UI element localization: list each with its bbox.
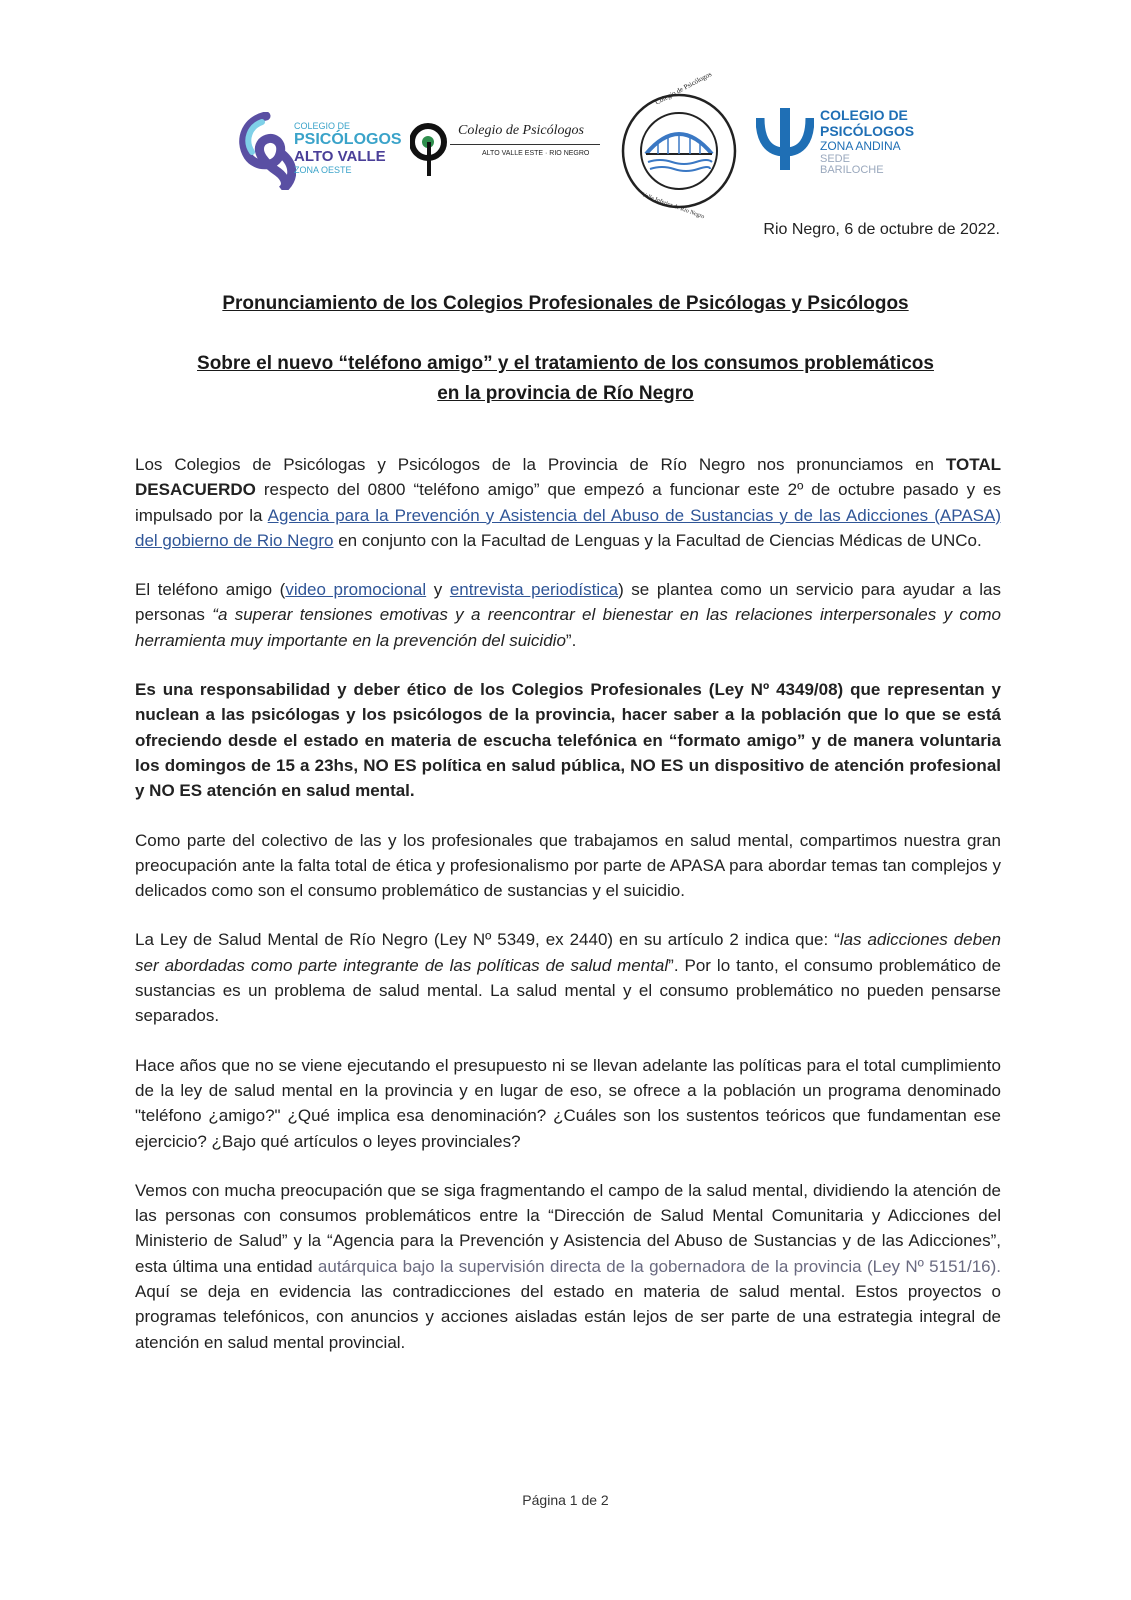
document-subtitle xyxy=(0,349,1131,409)
logo-colegio-valle-inferior xyxy=(620,70,738,221)
paragraph-6: Hace años que no se viene ejecutando el presupuesto ni se llevan adelante las políticas para el total cumplimiento de la ley de salud mental en la provincia y en lugar de eso, se ofrece a la población un programa denominado "teléfono ¿amigo?" ¿Qué implica esa denominación? ¿Cuáles son los sustentos teóricos que fundamentan ese ejercicio? ¿Bajo qué artículos o leyes provinciales? xyxy=(135,1055,1001,1151)
p3-bold-text: Es una responsabilidad y deber ético de los Colegios Profesionales (Ley Nº 4349/08) que representan y nuclean a las psicólogas y los psicólogos de la provincia, hacer saber a la población que lo que se está ofreciendo desde el estado en materia de escucha telefónica en “formato amigo” y de manera voluntaria los domingos de 15 a 23hs, NO ES política en salud pública, NO ES un dispositivo de atención profesional y NO ES atención en salud mental. xyxy=(135,680,1001,801)
logos-header xyxy=(0,70,1131,221)
logo-colegio-zona-andina xyxy=(756,102,916,182)
logo-colegio-alto-valle-este xyxy=(410,112,600,182)
p2-text-c: ) se plantea como un servicio para ayudar a las personas xyxy=(135,580,1001,625)
apasa-link[interactable]: Agencia para la Prevención y Asistencia del Abuso de Sustancias y de las Adicciones (APASA) del gobierno de Rio Negro xyxy=(135,505,1001,550)
page-number: Página 1 de 2 xyxy=(522,1492,609,1508)
logo4-line2: PSICÓLOGOS xyxy=(820,123,915,139)
p2-text-a: El teléfono amigo ( xyxy=(135,580,286,600)
document-title: Pronunciamiento de los Colegios Profesionales de Psicólogas y Psicólogos xyxy=(222,293,909,314)
logo4-line3: ZONA ANDINA xyxy=(820,139,901,153)
logo1-line4: ZONA OESTE xyxy=(294,165,352,175)
paragraph-3 xyxy=(135,677,1001,803)
logo3-bottom-text: Valle Inferior de Río Negro xyxy=(640,192,706,221)
video-promocional-link[interactable]: video promocional xyxy=(285,580,427,600)
logo2-divider xyxy=(450,144,600,145)
p1-text-c: respecto del 0800 “teléfono amigo” que empezó a funcionar este 2º de octubre pasado y es impulsado por la xyxy=(135,480,1001,525)
p2-text-d: ”. xyxy=(565,630,577,650)
subtitle-line1: Sobre el nuevo “teléfono amigo” y el tratamiento de los consumos problemáticos xyxy=(197,353,934,374)
paragraph-5 xyxy=(135,927,1001,1028)
swirl-icon xyxy=(236,112,296,190)
document-date: Rio Negro, 6 de octubre de 2022. xyxy=(763,221,1000,238)
p2-text-b: y xyxy=(426,580,450,600)
logo1-line2: PSICÓLOGOS xyxy=(294,131,402,148)
p1-bold: TOTAL DESACUERDO xyxy=(135,455,1001,500)
logo4-line1: COLEGIO DE xyxy=(820,107,908,123)
logo2-line1: Colegio de Psicólogos xyxy=(458,123,584,138)
psi-icon xyxy=(756,108,814,172)
p5-text-b: ”. Por lo tanto, el consumo problemático de sustancias es un problema de salud mental. La salud mental y el consumo problemático no pueden pensarse separados. xyxy=(135,955,1001,1026)
p7-text-b: Aquí se deja en evidencia las contradicciones del estado en materia de salud mental. Estos proyectos o programas telefónicos, con anuncios y acciones aisladas están lejos de ser parte de una estrategia integral de atención en salud mental provincial. xyxy=(135,1282,1001,1352)
paragraph-4: Como parte del colectivo de las y los profesionales que trabajamos en salud mental, compartimos nuestra gran preocupación ante la falta total de ética y profesionalismo por parte de APASA para abordar temas tan complejos y delicados como son el consumo problemático de sustancias y el suicidio. xyxy=(135,830,1001,901)
logo1-line3: ALTO VALLE xyxy=(294,148,386,165)
paragraph-7 xyxy=(135,1178,1001,1355)
p1-text-d: en conjunto con la Facultad de Lenguas y la Facultad de Ciencias Médicas de UNCo. xyxy=(333,530,982,550)
logo2-line2: ALTO VALLE ESTE · RIO NEGRO xyxy=(482,150,590,157)
p5-quote: las adicciones deben ser abordadas como parte integrante de las políticas de salud mental xyxy=(135,930,1002,975)
document-body xyxy=(135,452,1001,1379)
logo1-line1: COLEGIO DE xyxy=(294,121,351,131)
p5-text-a: La Ley de Salud Mental de Río Negro (Ley Nº 5349, ex 2440) en su artículo 2 indica que: “ xyxy=(135,930,840,950)
logo4-line4: SEDE BARILOCHE xyxy=(820,153,884,176)
p7-text-a: Vemos con mucha preocupación que se siga fragmentando el campo de la salud mental, dividiendo la atención de las personas con consumos problemáticos entre la “Dirección de Salud Mental Comunitaria y Adicciones del Ministerio de Salud” y la “Agencia para la Prevención y Asistencia del Abuso de Sustancias y de las Adicciones”, esta última una entidad xyxy=(135,1180,1001,1276)
logo3-top-text: Colegio de Psicólogos xyxy=(653,70,713,107)
p1-text-a: Los Colegios de Psicólogas y Psicólogos de la Provincia de Río Negro nos pronunciamos en xyxy=(135,455,946,474)
logo-colegio-alto-valle-oeste xyxy=(236,112,402,190)
p-emblem-icon xyxy=(410,118,450,178)
subtitle-line2: en la provincia de Río Negro xyxy=(437,383,694,404)
bridge-seal-icon xyxy=(620,92,738,210)
paragraph-2 xyxy=(135,577,1001,653)
paragraph-1 xyxy=(135,452,1001,553)
p2-quote: “a superar tensiones emotivas y a reencontrar el bienestar en las relaciones interpersonales y como herramienta muy importante en la prevención del suicidio xyxy=(135,605,1001,650)
entrevista-periodistica-link[interactable]: entrevista periodística xyxy=(449,580,619,600)
p7-grey-text: autárquica bajo la supervisión directa de la gobernadora de la provincia (Ley Nº 5151/16). xyxy=(317,1256,1001,1276)
